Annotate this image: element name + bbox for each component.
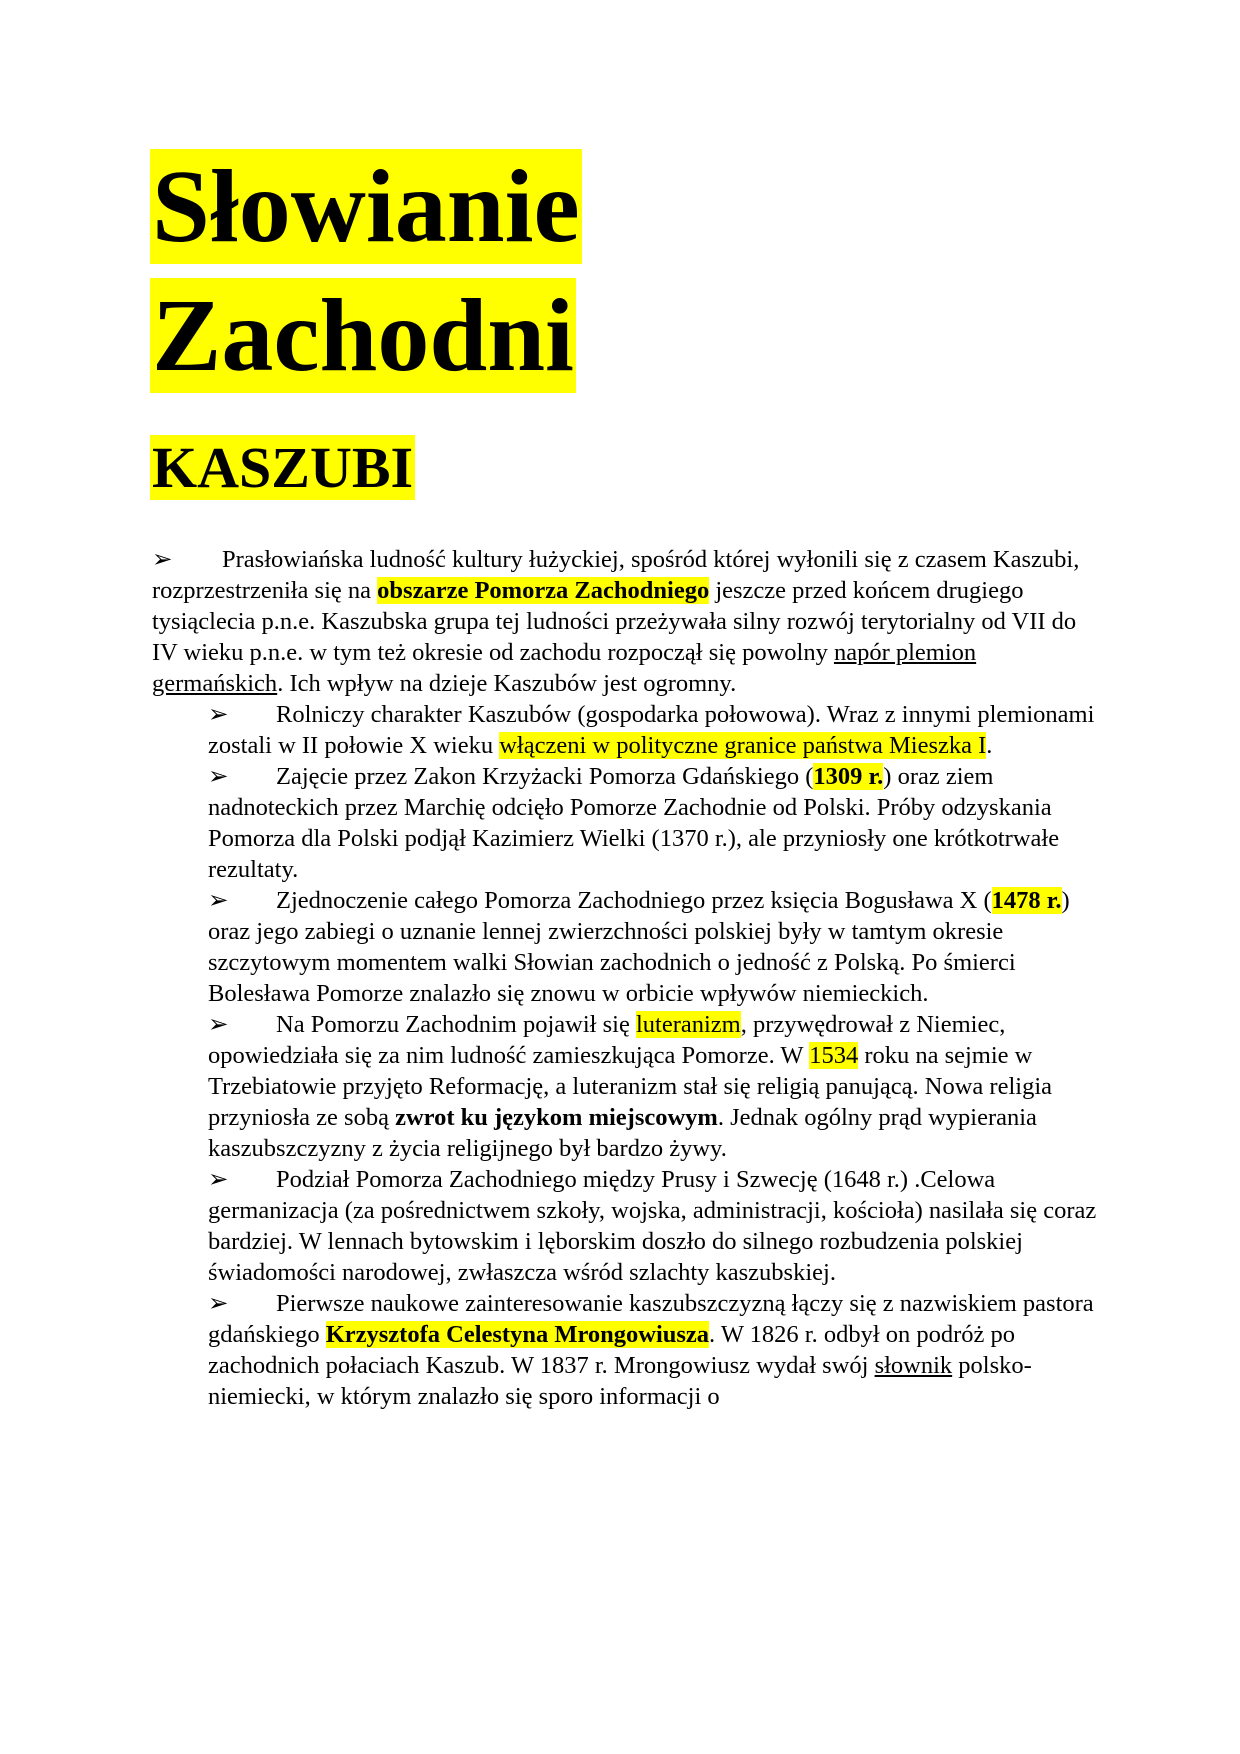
highlight: luteranizm [635,1011,741,1038]
underlined-text: napór plemion germańskich [152,639,977,697]
paragraph-3: ➢ Zajęcie przez Zakon Krzyżacki Pomorza Gdańskiego (1309 r.) oraz ziem nadnoteckich przez Marchię odcięło Pomorze Zachodnie od Polski. Próby odzyskania Pomorza dla Polski podjął Kazimierz Wielki (1370 r.), ale przyniosły one krótkotrwałe rezultaty. [208,763,1060,883]
arrow-bullet-icon: ➢ [208,1290,229,1317]
highlight: 1478 r. [991,887,1062,914]
paragraph-1: ➢ Prasłowiańska ludność kultury łużyckiej, spośród której wyłonili się z czasem Kaszubi, rozprzestrzeniła się na obszarze Pomorza Zachodniego jeszcze przed końcem drugiego tysiąclecia p.n.e. Kaszubska grupa tej ludności przeżywała silny rozwój terytorialny od VII do IV wieku p.n.e. w tym też okresie od zachodu rozpoczął się powolny napór plemion germańskich. Ich wpływ na dzieje Kaszubów jest ogromny. [152,546,1080,697]
arrow-bullet-icon: ➢ [208,701,229,728]
paragraph-2: ➢ Rolniczy charakter Kaszubów (gospodarka połowowa). Wraz z innymi plemionami zostali w II połowie X wieku włączeni w polityczne granice państwa Mieszka I. [208,701,1095,759]
bold-text: zwrot ku językom miejscowym [395,1104,718,1131]
document-title-line-2: Zachodni [152,278,574,393]
highlight: 1534 [809,1042,859,1069]
arrow-bullet-icon: ➢ [208,763,229,790]
highlight: 1309 r. [813,763,884,790]
highlight: Krzysztofa Celestyna Mrongowiusza [325,1321,710,1348]
paragraph-4: ➢ Zjednoczenie całego Pomorza Zachodniego przez księcia Bogusława X (1478 r.) oraz jego zabiegi o uznanie lennej zwierzchności polskiej były w tamtym okresie szczytowym momentem walki Słowian zachodnich o jedność z Polską. Po śmierci Bolesława Pomorze znalazło się znowu w orbicie wpływów niemieckich. [208,887,1070,1007]
paragraph-7: ➢ Pierwsze naukowe zainteresowanie kaszubszczyzną łączy się z nazwiskiem pastora gdańskiego Krzysztofa Celestyna Mrongowiusza. W 1826 r. odbył on podróż po zachodnich połaciach Kaszub. W 1837 r. Mrongowiusz wydał swój słownik polsko- niemiecki, w którym znalazło się sporo informacji o [208,1290,1094,1410]
underlined-text: słownik [874,1352,953,1379]
document-title-line-1: Słowianie [152,149,580,264]
document-body [152,544,1102,1412]
highlight: obszarze Pomorza Zachodniego [377,577,710,604]
arrow-bullet-icon: ➢ [208,887,229,914]
section-heading: KASZUBI [152,435,414,500]
paragraph-5: ➢ Na Pomorzu Zachodnim pojawił się luteranizm, przywędrował z Niemiec, opowiedziała się za nim ludność zamieszkująca Pomorze. W 1534 roku na sejmie w Trzebiatowie przyjęto Reformację, a luteranizm stał się religią panującą. Nowa religia przyniosła ze sobą zwrot ku językom miejscowym. Jednak ogólny prąd wypierania kaszubszczyzny z życia religijnego był bardzo żywy. [208,1011,1053,1162]
arrow-bullet-icon: ➢ [208,1011,229,1038]
arrow-bullet-icon: ➢ [208,1166,229,1193]
paragraph-6: ➢ Podział Pomorza Zachodniego między Prusy i Szwecję (1648 r.) .Celowa germanizacja (za pośrednictwem szkoły, wojska, administracji, kościoła) nasilała się coraz bardziej. W lennach bytowskim i lęborskim doszło do silnego rozbudzenia polskiej świadomości narodowej, zwłaszcza wśród szlachty kaszubskiej. [208,1166,1097,1286]
highlight: włączeni w polityczne granice państwa Mieszka I [499,732,987,759]
arrow-bullet-icon: ➢ [152,546,173,573]
